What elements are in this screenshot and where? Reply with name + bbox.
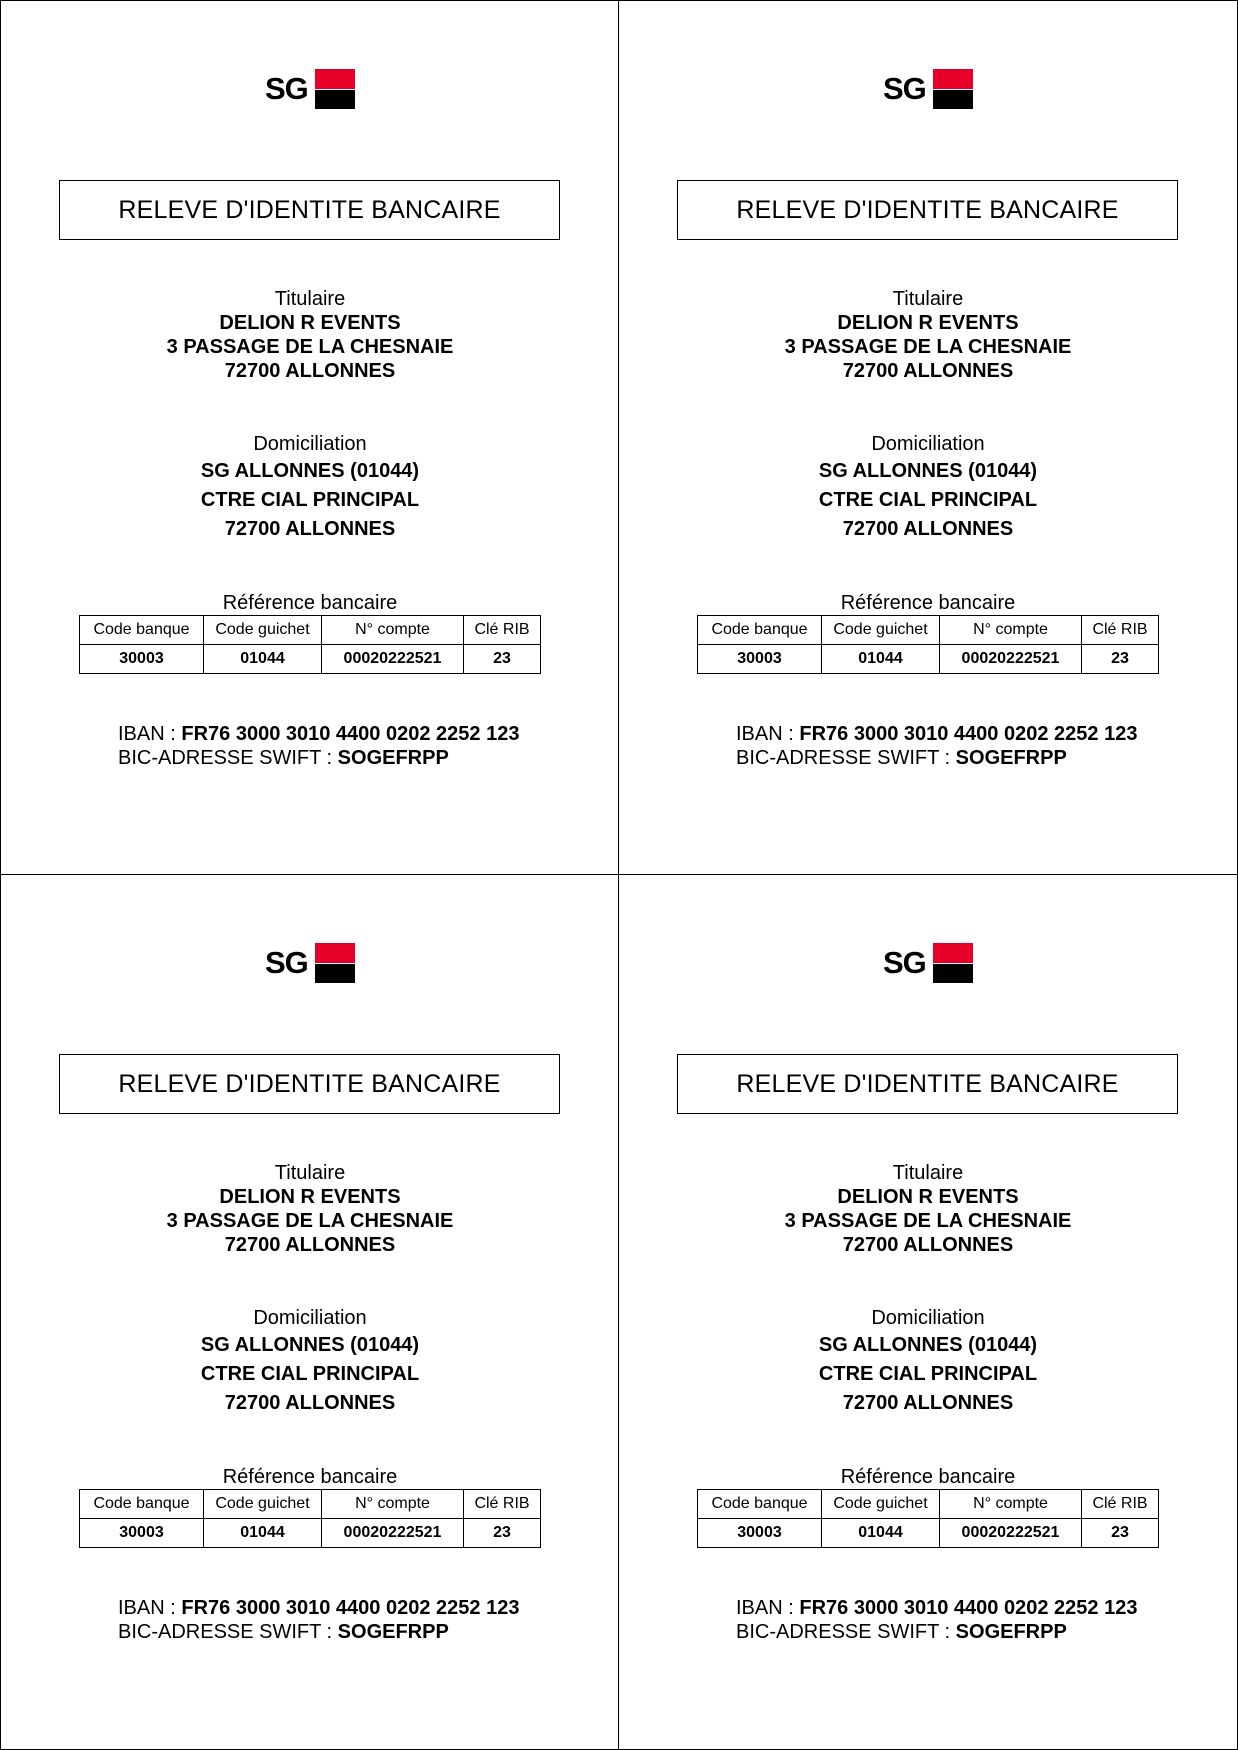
sg-logo: [883, 69, 973, 109]
bic-line: [736, 746, 1137, 770]
value-cle-rib: 23: [1082, 1519, 1159, 1548]
value-numero-compte: 00020222521: [322, 645, 464, 674]
header-code-banque: Code banque: [80, 1490, 204, 1519]
domiciliation-label: Domiciliation: [253, 433, 367, 455]
reference-section: [1, 1465, 619, 1489]
domiciliation-label: Domiciliation: [253, 1307, 367, 1329]
bic-line: [736, 1620, 1137, 1644]
value-code-banque: 30003: [80, 645, 204, 674]
iban-label: IBAN :: [118, 1597, 182, 1619]
domiciliation-line2: 72700 ALLONNES: [842, 518, 1014, 540]
rib-table-header-row: [698, 616, 1159, 645]
reference-label: Référence bancaire: [840, 1466, 1016, 1488]
titulaire-label: Titulaire: [892, 1162, 964, 1184]
iban-value: FR76 3000 3010 4400 0202 2252 123: [799, 1597, 1138, 1619]
sg-logo-red-block: [315, 69, 355, 89]
value-cle-rib: 23: [1082, 645, 1159, 674]
sg-logo: [265, 69, 355, 109]
bic-value: SOGEFRPP: [337, 1621, 449, 1643]
header-numero-compte: N° compte: [322, 616, 464, 645]
iban-value: FR76 3000 3010 4400 0202 2252 123: [799, 723, 1138, 745]
rib-table: [79, 1489, 541, 1548]
value-numero-compte: 00020222521: [940, 645, 1082, 674]
rib-table-value-row: [80, 1519, 541, 1548]
document-title: RELEVE D'IDENTITE BANCAIRE: [59, 1054, 560, 1114]
iban-value: FR76 3000 3010 4400 0202 2252 123: [181, 1597, 520, 1619]
domiciliation-line1: CTRE CIAL PRINCIPAL: [200, 489, 420, 511]
header-code-banque: Code banque: [80, 616, 204, 645]
iban-bic-section: [736, 722, 1137, 770]
header-code-guichet: Code guichet: [204, 1490, 322, 1519]
reference-section: [1, 591, 619, 615]
titulaire-address-line2: 72700 ALLONNES: [224, 360, 396, 382]
sg-logo: [883, 943, 973, 983]
bic-value: SOGEFRPP: [337, 747, 449, 769]
reference-section: [619, 1465, 1237, 1489]
bic-label: BIC-ADRESSE SWIFT :: [736, 1621, 956, 1643]
rib-card: [619, 1, 1237, 875]
iban-line: [118, 722, 519, 746]
titulaire-name: DELION R EVENTS: [219, 1186, 401, 1208]
iban-line: [118, 1596, 519, 1620]
reference-label: Référence bancaire: [840, 592, 1016, 614]
iban-label: IBAN :: [118, 723, 182, 745]
titulaire-address-line2: 72700 ALLONNES: [842, 1234, 1014, 1256]
iban-bic-section: [118, 722, 519, 770]
bic-value: SOGEFRPP: [955, 1621, 1067, 1643]
header-code-banque: Code banque: [698, 616, 822, 645]
titulaire-section: [619, 1161, 1237, 1257]
reference-label: Référence bancaire: [222, 592, 398, 614]
header-code-guichet: Code guichet: [822, 1490, 940, 1519]
value-code-guichet: 01044: [204, 645, 322, 674]
value-code-banque: 30003: [698, 645, 822, 674]
titulaire-section: [1, 1161, 619, 1257]
header-numero-compte: N° compte: [940, 1490, 1082, 1519]
titulaire-address-line1: 3 PASSAGE DE LA CHESNAIE: [784, 336, 1072, 358]
header-cle-rib: Clé RIB: [1082, 1490, 1159, 1519]
domiciliation-agency: SG ALLONNES (01044): [818, 1334, 1038, 1356]
domiciliation-agency: SG ALLONNES (01044): [200, 1334, 420, 1356]
iban-line: [736, 722, 1137, 746]
bic-label: BIC-ADRESSE SWIFT :: [118, 1621, 338, 1643]
domiciliation-section: [619, 431, 1237, 544]
sg-logo-black-block: [315, 964, 355, 983]
iban-line: [736, 1596, 1137, 1620]
domiciliation-section: [1, 1305, 619, 1418]
domiciliation-line2: 72700 ALLONNES: [224, 518, 396, 540]
header-cle-rib: Clé RIB: [464, 616, 541, 645]
bic-line: [118, 1620, 519, 1644]
header-numero-compte: N° compte: [940, 616, 1082, 645]
sg-logo-text: SG: [265, 945, 308, 980]
value-code-banque: 30003: [80, 1519, 204, 1548]
rib-table-header-row: [80, 616, 541, 645]
header-code-guichet: Code guichet: [204, 616, 322, 645]
titulaire-section: [1, 287, 619, 383]
domiciliation-line2: 72700 ALLONNES: [842, 1392, 1014, 1414]
domiciliation-line1: CTRE CIAL PRINCIPAL: [818, 489, 1038, 511]
iban-bic-section: [736, 1596, 1137, 1644]
sg-logo-red-block: [933, 69, 973, 89]
value-code-guichet: 01044: [204, 1519, 322, 1548]
value-numero-compte: 00020222521: [322, 1519, 464, 1548]
titulaire-address-line1: 3 PASSAGE DE LA CHESNAIE: [784, 1210, 1072, 1232]
sg-logo: [265, 943, 355, 983]
iban-bic-section: [118, 1596, 519, 1644]
titulaire-address-line2: 72700 ALLONNES: [842, 360, 1014, 382]
header-numero-compte: N° compte: [322, 1490, 464, 1519]
domiciliation-line1: CTRE CIAL PRINCIPAL: [200, 1363, 420, 1385]
titulaire-name: DELION R EVENTS: [837, 1186, 1019, 1208]
value-code-banque: 30003: [698, 1519, 822, 1548]
sg-logo-black-block: [933, 964, 973, 983]
sg-logo-text: SG: [883, 71, 926, 106]
titulaire-label: Titulaire: [274, 1162, 346, 1184]
sg-logo-text: SG: [883, 945, 926, 980]
rib-card: [1, 875, 619, 1749]
rib-table: [79, 615, 541, 674]
sg-logo-red-block: [933, 943, 973, 963]
rib-table-value-row: [698, 1519, 1159, 1548]
header-cle-rib: Clé RIB: [1082, 616, 1159, 645]
value-code-guichet: 01044: [822, 1519, 940, 1548]
rib-table-value-row: [80, 645, 541, 674]
domiciliation-agency: SG ALLONNES (01044): [818, 460, 1038, 482]
domiciliation-label: Domiciliation: [871, 433, 985, 455]
sg-logo-red-block: [315, 943, 355, 963]
document-title: RELEVE D'IDENTITE BANCAIRE: [677, 180, 1178, 240]
bic-label: BIC-ADRESSE SWIFT :: [118, 747, 338, 769]
document-title: RELEVE D'IDENTITE BANCAIRE: [59, 180, 560, 240]
titulaire-name: DELION R EVENTS: [219, 312, 401, 334]
titulaire-label: Titulaire: [892, 288, 964, 310]
rib-table: [697, 1489, 1159, 1548]
value-numero-compte: 00020222521: [940, 1519, 1082, 1548]
titulaire-address-line1: 3 PASSAGE DE LA CHESNAIE: [166, 336, 454, 358]
iban-value: FR76 3000 3010 4400 0202 2252 123: [181, 723, 520, 745]
rib-table: [697, 615, 1159, 674]
rib-card: [1, 1, 619, 875]
value-cle-rib: 23: [464, 645, 541, 674]
rib-table-value-row: [698, 645, 1159, 674]
document-title: RELEVE D'IDENTITE BANCAIRE: [677, 1054, 1178, 1114]
domiciliation-line2: 72700 ALLONNES: [224, 1392, 396, 1414]
domiciliation-agency: SG ALLONNES (01044): [200, 460, 420, 482]
titulaire-label: Titulaire: [274, 288, 346, 310]
titulaire-address-line1: 3 PASSAGE DE LA CHESNAIE: [166, 1210, 454, 1232]
titulaire-address-line2: 72700 ALLONNES: [224, 1234, 396, 1256]
reference-section: [619, 591, 1237, 615]
header-code-banque: Code banque: [698, 1490, 822, 1519]
rib-table-header-row: [698, 1490, 1159, 1519]
domiciliation-section: [1, 431, 619, 544]
reference-label: Référence bancaire: [222, 1466, 398, 1488]
header-code-guichet: Code guichet: [822, 616, 940, 645]
rib-table-header-row: [80, 1490, 541, 1519]
domiciliation-line1: CTRE CIAL PRINCIPAL: [818, 1363, 1038, 1385]
value-code-guichet: 01044: [822, 645, 940, 674]
iban-label: IBAN :: [736, 1597, 800, 1619]
sg-logo-black-block: [933, 90, 973, 109]
rib-card: [619, 875, 1237, 1749]
value-cle-rib: 23: [464, 1519, 541, 1548]
titulaire-section: [619, 287, 1237, 383]
sg-logo-text: SG: [265, 71, 308, 106]
header-cle-rib: Clé RIB: [464, 1490, 541, 1519]
titulaire-name: DELION R EVENTS: [837, 312, 1019, 334]
bic-line: [118, 746, 519, 770]
domiciliation-label: Domiciliation: [871, 1307, 985, 1329]
bic-label: BIC-ADRESSE SWIFT :: [736, 747, 956, 769]
sg-logo-black-block: [315, 90, 355, 109]
bic-value: SOGEFRPP: [955, 747, 1067, 769]
domiciliation-section: [619, 1305, 1237, 1418]
iban-label: IBAN :: [736, 723, 800, 745]
